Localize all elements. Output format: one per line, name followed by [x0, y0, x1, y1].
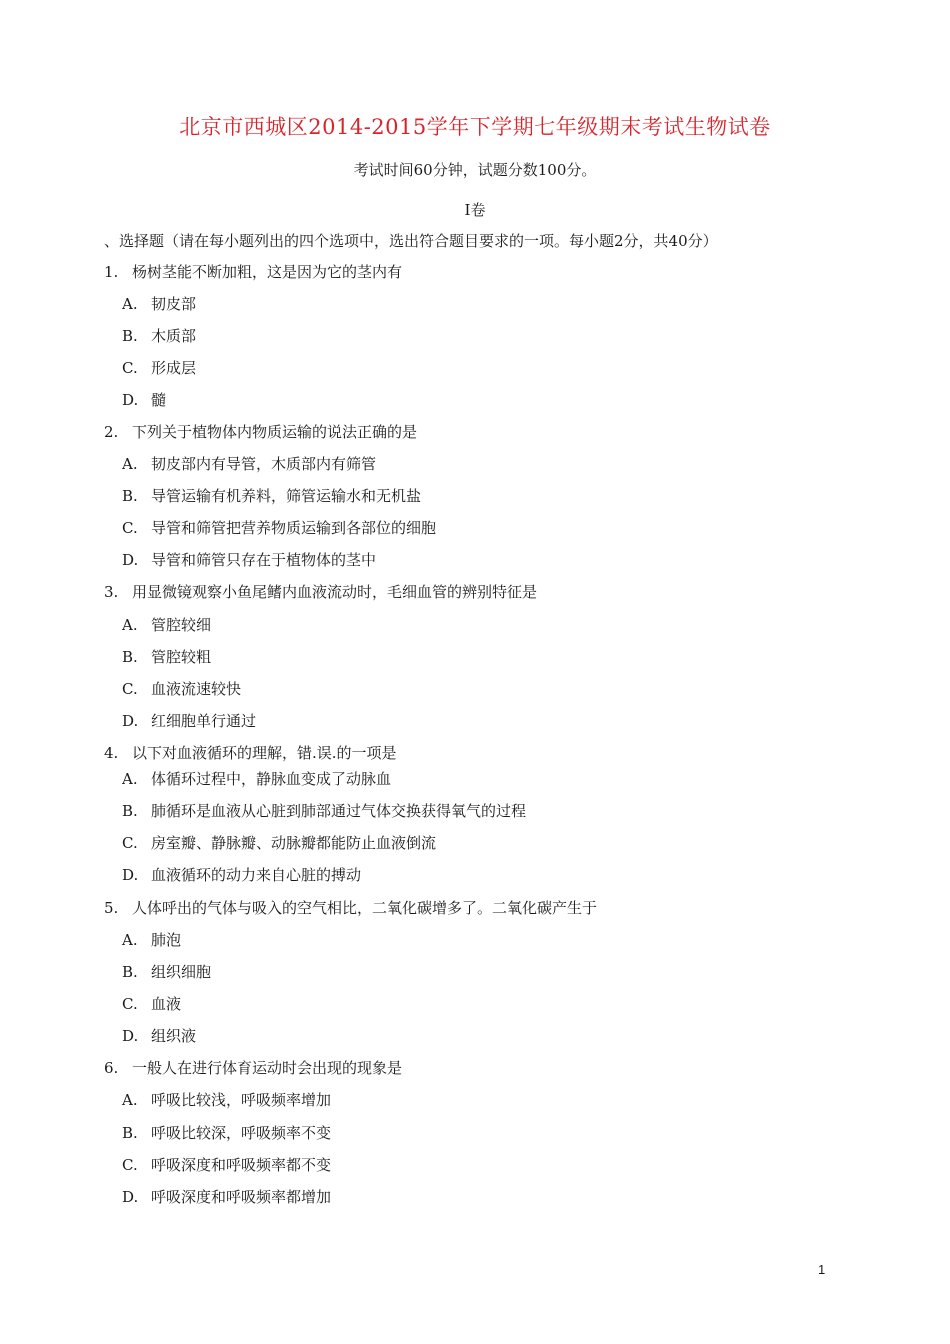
option-text: 肺循环是血液从心脏到肺部通过气体交换获得氧气的过程 [151, 802, 527, 820]
option-text: 导管和筛管只存在于植物体的茎中 [151, 551, 377, 569]
option-6d [122, 1187, 331, 1207]
question-text: 一般人在进行体育运动时会出现的现象是 [132, 1059, 403, 1077]
section-label: I卷 [464, 201, 486, 219]
option-text: 血液流速较快 [151, 680, 242, 698]
question-text: 用显微镜观察小鱼尾鳍内血液流动时，毛细血管的辨别特征是 [132, 583, 538, 601]
page-number: 1 [818, 1262, 826, 1277]
option-2b [122, 486, 421, 506]
option-text: 呼吸深度和呼吸频率都增加 [151, 1188, 332, 1206]
section-instructions: 、选择题（请在每小题列出的四个选项中，选出符合题目要求的一项。每小题2分，共40分） [104, 232, 718, 250]
exam-info: 考试时间60分钟，试题分数100分。 [353, 161, 597, 179]
option-2a [122, 454, 376, 474]
option-text: 导管和筛管把营养物质运输到各部位的细胞 [151, 519, 437, 537]
option-3c [122, 679, 241, 699]
option-letter: D. [122, 1027, 139, 1045]
option-text: 髓 [151, 391, 167, 409]
option-1b [122, 326, 196, 346]
option-text: 形成层 [151, 359, 197, 377]
option-text: 导管运输有机养料，筛管运输水和无机盐 [151, 487, 422, 505]
option-letter: C. [122, 995, 138, 1013]
option-letter: B. [122, 648, 138, 666]
option-letter: A. [122, 931, 138, 949]
option-2d [122, 550, 376, 570]
option-text: 血液循环的动力来自心脏的搏动 [151, 866, 362, 884]
option-6b [122, 1123, 331, 1143]
question-number: 1. [104, 263, 119, 281]
option-text: 体循环过程中，静脉血变成了动脉血 [151, 770, 392, 788]
option-1a [122, 294, 196, 314]
option-letter: A. [122, 455, 138, 473]
option-1d [122, 390, 166, 410]
option-6c [122, 1155, 331, 1175]
page-title: 北京市西城区2014-2015学年下学期七年级期末考试生物试卷 [179, 115, 771, 139]
option-4c [122, 833, 436, 853]
option-text: 呼吸比较浅，呼吸频率增加 [151, 1091, 332, 1109]
option-5d [122, 1026, 196, 1046]
option-letter: B. [122, 963, 138, 981]
question-number: 5. [104, 899, 119, 917]
option-text: 红细胞单行通过 [151, 712, 257, 730]
option-text: 组织液 [151, 1027, 197, 1045]
question-text: 人体呼出的气体与吸入的空气相比，二氧化碳增多了。二氧化碳产生于 [132, 899, 598, 917]
question-text: 杨树茎能不断加粗，这是因为它的茎内有 [132, 263, 403, 281]
option-letter: C. [122, 519, 138, 537]
option-letter: B. [122, 1124, 138, 1142]
option-text: 木质部 [151, 327, 197, 345]
option-5c [122, 994, 181, 1014]
option-text: 管腔较粗 [151, 648, 212, 666]
question-text: 下列关于植物体内物质运输的说法正确的是 [132, 423, 418, 441]
option-text: 组织细胞 [151, 963, 212, 981]
option-letter: D. [122, 391, 139, 409]
option-letter: A. [122, 1091, 138, 1109]
option-letter: D. [122, 866, 139, 884]
option-4b [122, 801, 526, 821]
option-letter: A. [122, 616, 138, 634]
question-5 [104, 898, 597, 918]
option-letter: B. [122, 327, 138, 345]
question-number: 4. [104, 744, 119, 762]
option-4d [122, 865, 361, 885]
option-letter: A. [122, 770, 138, 788]
option-4a [122, 769, 391, 789]
option-5a [122, 930, 181, 950]
option-text: 呼吸比较深，呼吸频率不变 [151, 1124, 332, 1142]
option-6a [122, 1090, 331, 1110]
option-text: 房室瓣、静脉瓣、动脉瓣都能防止血液倒流 [151, 834, 437, 852]
question-text: 以下对血液循环的理解，错.误.的一项是 [132, 744, 397, 762]
question-3 [104, 582, 537, 602]
option-5b [122, 962, 211, 982]
option-3d [122, 711, 256, 731]
option-text: 肺泡 [151, 931, 182, 949]
option-letter: A. [122, 295, 138, 313]
question-2 [104, 422, 417, 442]
option-3b [122, 647, 211, 667]
option-text: 血液 [151, 995, 182, 1013]
question-number: 3. [104, 583, 119, 601]
question-4 [104, 743, 397, 763]
option-text: 管腔较细 [151, 616, 212, 634]
question-number: 6. [104, 1059, 119, 1077]
option-letter: B. [122, 802, 138, 820]
question-6 [104, 1058, 402, 1078]
option-letter: C. [122, 834, 138, 852]
option-letter: C. [122, 359, 138, 377]
option-2c [122, 518, 436, 538]
option-letter: C. [122, 680, 138, 698]
question-1 [104, 262, 402, 282]
option-letter: C. [122, 1156, 138, 1174]
option-text: 韧皮部 [151, 295, 197, 313]
option-letter: D. [122, 551, 139, 569]
option-text: 呼吸深度和呼吸频率都不变 [151, 1156, 332, 1174]
option-1c [122, 358, 196, 378]
option-letter: D. [122, 712, 139, 730]
option-3a [122, 615, 211, 635]
option-letter: B. [122, 487, 138, 505]
option-letter: D. [122, 1188, 139, 1206]
question-number: 2. [104, 423, 119, 441]
option-text: 韧皮部内有导管，木质部内有筛管 [151, 455, 377, 473]
